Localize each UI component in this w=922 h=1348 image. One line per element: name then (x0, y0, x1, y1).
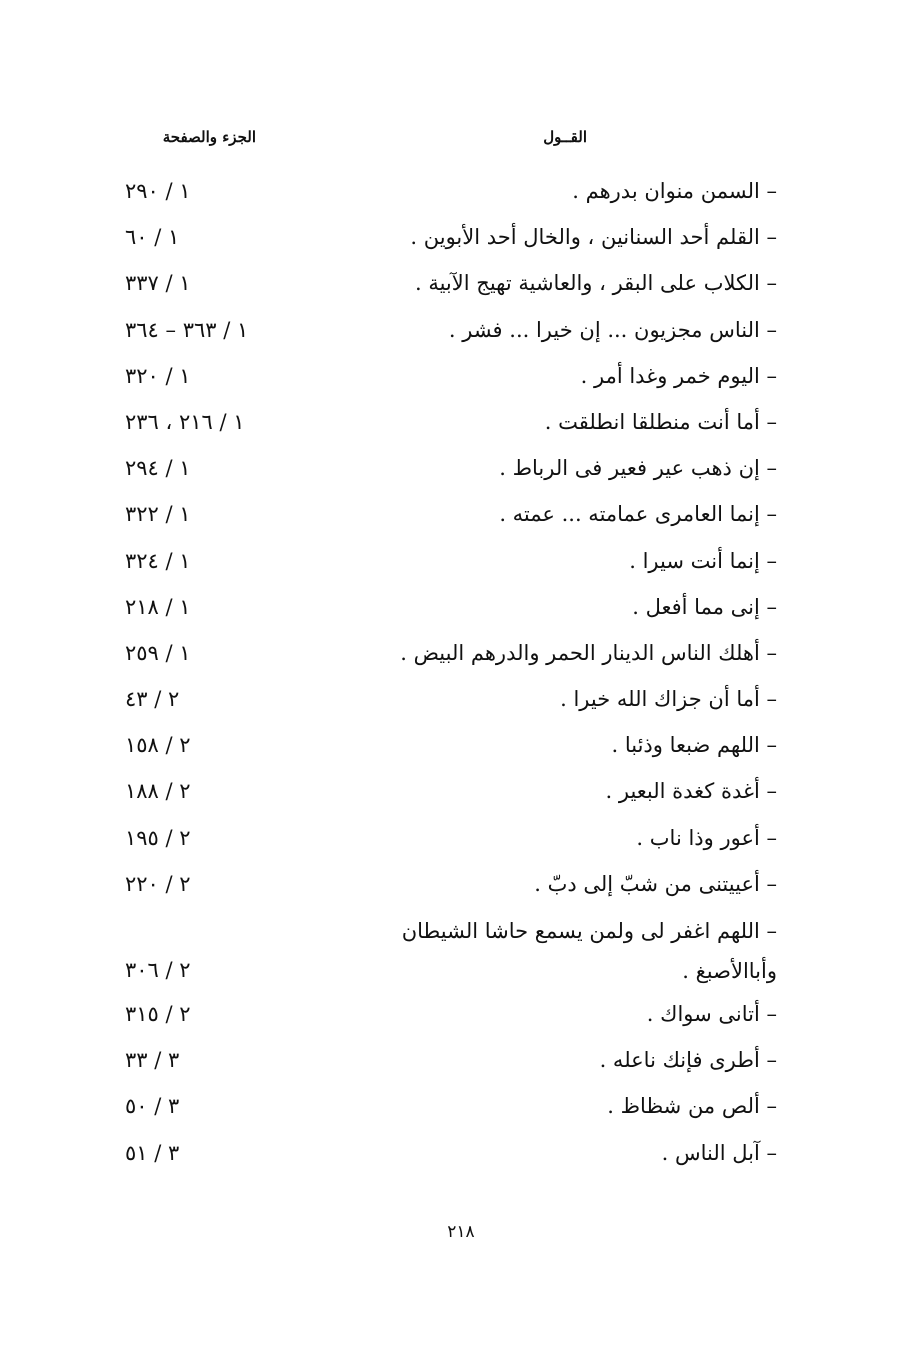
index-row (0, 264, 922, 310)
volume-page-reference: ٢ / ٣١٥ (125, 1002, 191, 1026)
volume-page-reference: ٣ / ٥٠ (125, 1094, 180, 1119)
quote-text: – ألص من شظاظ . (607, 1094, 777, 1119)
quote-text: – اللهم ضبعا وذئبا . (611, 733, 777, 758)
volume-page-reference: ٢ / ٤٣ (125, 687, 180, 712)
quote-text: – أهلك الناس الدينار الحمر والدرهم البيض . (400, 640, 777, 665)
index-row (0, 819, 922, 865)
quote-text: – أطرى فإنك ناعله . (599, 1048, 777, 1073)
quote-text: – السمن منوان بدرهم . (572, 179, 777, 203)
index-row (0, 218, 922, 264)
index-row (0, 772, 922, 818)
index-row (0, 1087, 922, 1133)
index-row (0, 1134, 922, 1180)
index-row (0, 449, 922, 495)
index-row (0, 634, 922, 680)
column-headers (0, 128, 922, 158)
volume-page-reference: ١ / ٢٥٩ (125, 640, 191, 665)
index-row (0, 357, 922, 403)
index-row (0, 726, 922, 772)
volume-page-reference: ٢ / ١٥٨ (125, 733, 191, 758)
header-reference: الجزء والصفحة (162, 128, 256, 146)
quote-text: – إنما أنت سيرا . (629, 548, 777, 573)
index-row (0, 995, 922, 1041)
volume-page-reference: ١ / ٣٢٠ (125, 363, 191, 388)
page-number: ٢١٨ (447, 1222, 475, 1242)
index-row (0, 680, 922, 726)
volume-page-reference: ٢ / ١٩٥ (125, 825, 191, 850)
volume-page-reference: ١ / ٢١٨ (125, 594, 191, 619)
quote-index-list (0, 172, 922, 1180)
quote-text: – اليوم خمر وغدا أمر . (580, 363, 777, 388)
volume-page-reference: ٢ / ١٨٨ (125, 779, 191, 804)
quote-text: – آبل الناس . (661, 1140, 777, 1165)
quote-text: – إنى مما أفعل . (632, 594, 777, 619)
index-row (0, 495, 922, 541)
header-quote: القــول (543, 128, 587, 146)
quote-text: – أتانى سواك . (646, 1002, 777, 1026)
quote-text: – القلم أحد السنانين ، والخال أحد الأبوين . (410, 225, 777, 250)
volume-page-reference: ٢ / ٣٠٦ (125, 958, 191, 982)
volume-page-reference: ٣ / ٣٣ (125, 1048, 180, 1073)
volume-page-reference: ١ / ٣٣٧ (125, 271, 191, 296)
volume-page-reference: ٢ / ٢٢٠ (125, 871, 191, 896)
quote-text: – أعور وذا ناب . (636, 825, 777, 850)
index-row (0, 865, 922, 911)
volume-page-reference: ١ / ٣٢٢ (125, 502, 191, 527)
quote-text: – إنما العامرى عمامته ... عمته . (499, 502, 777, 527)
index-row (0, 311, 922, 357)
volume-page-reference: ١ / ٢٩٠ (125, 179, 191, 203)
quote-text: – أما أن جزاك الله خيرا . (560, 687, 777, 712)
index-row (0, 172, 922, 218)
volume-page-reference: ١ / ٢١٦ ، ٢٣٦ (125, 409, 245, 434)
index-row (0, 403, 922, 449)
volume-page-reference: ١ / ٣٢٤ (125, 548, 191, 573)
volume-page-reference: ١ / ٢٩٤ (125, 456, 191, 481)
index-row (0, 542, 922, 588)
quote-text: – الناس مجزيون ... إن خيرا ... فشر . (448, 317, 777, 342)
quote-text: – إن ذهب عير فعير فى الرباط . (499, 456, 777, 481)
volume-page-reference: ٣ / ٥١ (125, 1140, 180, 1165)
volume-page-reference: ١ / ٦٠ (125, 225, 180, 250)
index-row (0, 911, 922, 995)
index-row (0, 588, 922, 634)
quote-text: – اللهم اغفر لى ولمن يسمع حاشا الشيطان وأباالأصبغ . (401, 919, 777, 983)
quote-text: – أما أنت منطلقا انطلقت . (544, 409, 777, 434)
index-row (0, 1041, 922, 1087)
volume-page-reference: ١ / ٣٦٣ – ٣٦٤ (125, 317, 249, 342)
quote-text: – أعييتنى من شبّ إلى دبّ . (534, 871, 777, 896)
quote-text: – الكلاب على البقر ، والعاشية تهيج الآبية . (414, 271, 777, 296)
quote-text: – أغدة كغدة البعير . (605, 779, 777, 804)
